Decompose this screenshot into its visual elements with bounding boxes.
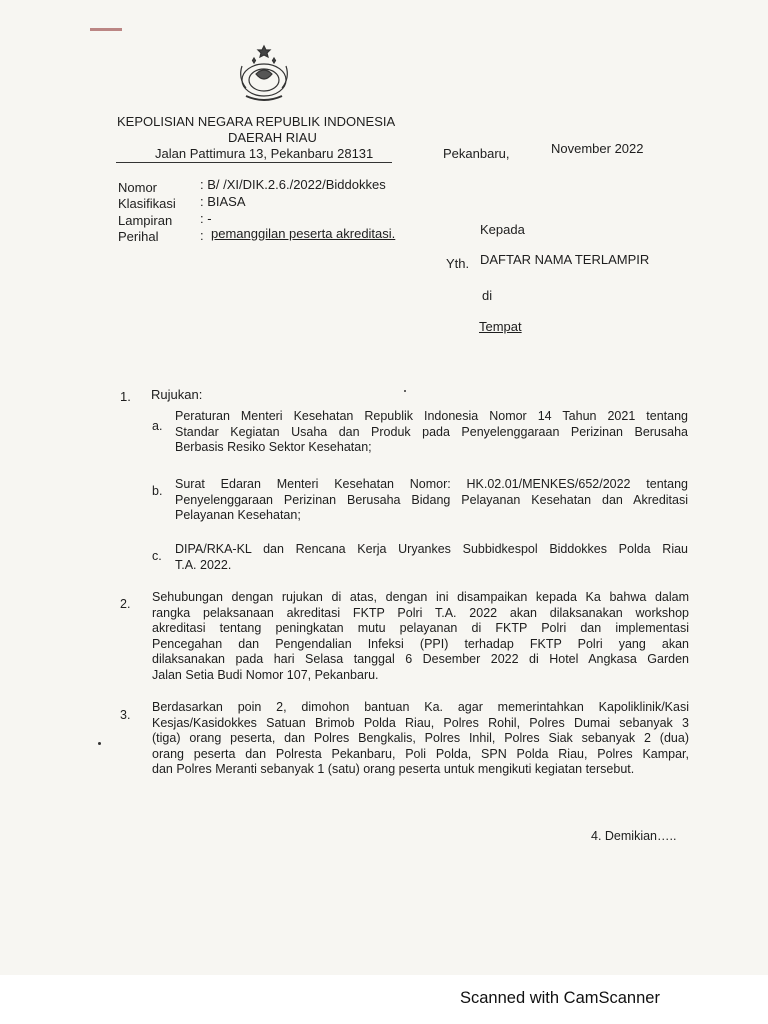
di-label: di (482, 288, 493, 303)
letter-place: Pekanbaru, (443, 146, 510, 161)
point-3-number: 3. (120, 708, 131, 722)
org-name-line2: DAERAH RIAU (228, 130, 317, 145)
police-emblem-logo (232, 44, 296, 104)
letterhead-rule (116, 162, 392, 163)
point-2-number: 2. (120, 597, 131, 611)
text-line: dilaksanakan pada hari Selasa tanggal 6 Desember 2022 di Hotel Angkasa Garden (152, 652, 689, 666)
lampiran-label: Lampiran (118, 213, 173, 228)
perihal-value: pemanggilan peserta akreditasi. (211, 226, 396, 241)
text-line: Peraturan Menteri Kesehatan Republik Indonesia Nomor 14 Tahun 2021 tentang (175, 409, 688, 423)
text-line: T.A. 2022. (175, 557, 232, 572)
recipient-name: DAFTAR NAMA TERLAMPIR (480, 252, 650, 267)
text-line: Standar Kegiatan Usaha dan Produk pada Penyelenggaraan Perizinan Berusaha (175, 424, 688, 439)
text-line: akreditasi tentang peningkatan mutu pelayanan di FKTP Polri dan implementasi (152, 621, 689, 635)
item-b-label: b. (152, 484, 163, 498)
item-a-label: a. (152, 419, 163, 433)
text-line: Surat Edaran Menteri Kesehatan Nomor: HK.02.01/MENKES/652/2022 tentang (175, 477, 688, 491)
org-name-line1: KEPOLISIAN NEGARA REPUBLIK INDONESIA (117, 114, 396, 129)
text-line: DIPA/RKA-KL dan Rencana Kerja Uryankes Subbidkespol Biddokkes Polda Riau (175, 542, 688, 556)
perihal-label: Perihal (118, 229, 159, 244)
camscanner-watermark: Scanned with CamScanner (460, 989, 660, 1007)
perihal-colon: : (200, 228, 204, 243)
text-line: Berdasarkan poin 2, dimohon bantuan Ka. agar memerintahkan Kapoliklinik/Kasi (152, 700, 689, 714)
point-1-number: 1. (120, 389, 131, 404)
text-line: rangka pelaksanaan akreditasi FKTP Polri T.A. 2022 akan dilaksanakan workshop (152, 605, 689, 620)
text-line: orang peserta dan Polresta Pekanbaru, Poli Polda, SPN Polda Riau, Polres Kampar, (152, 746, 689, 761)
lampiran-value: : - (200, 211, 212, 226)
continuation-marker: 4. Demikian….. (591, 829, 677, 843)
nomor-value: : B/ /XI/DIK.2.6./2022/Biddokkes (200, 177, 386, 192)
text-line: Sehubungan dengan rujukan di atas, dengan ini disampaikan kepada Ka bahwa dalam (152, 590, 689, 604)
item-c-label: c. (152, 549, 162, 563)
klasifikasi-label: Klasifikasi (118, 196, 176, 211)
text-line: (tiga) orang peserta, dan Polres Bengkalis, Polres Inhil, Polres Siak sebanyak 2 (dua) (152, 731, 689, 745)
text-line: Jalan Setia Budi Nomor 107, Pekanbaru. (152, 667, 379, 682)
klasifikasi-value: : BIASA (200, 194, 246, 209)
text-line: Pencegahan dan Pengendalian Infeksi (PPI) terhadap FKTP Polri yang akan (152, 636, 689, 651)
item-b-text (175, 477, 688, 524)
point-1-title: Rujukan: (151, 387, 203, 402)
org-address: Jalan Pattimura 13, Pekanbaru 28131 (155, 146, 374, 161)
text-line: dan Polres Meranti sebanyak 1 (satu) orang peserta untuk mengikuti kegiatan tersebut. (152, 762, 635, 776)
letter-date: November 2022 (551, 141, 644, 156)
text-line: Penyelenggaraan Perizinan Berusaha Bidang Pelayanan Kesehatan dan Akreditasi (175, 492, 688, 507)
item-a-text (175, 409, 688, 456)
point-2-text (152, 590, 689, 683)
nomor-label: Nomor (118, 180, 158, 195)
yth-label: Yth. (446, 256, 470, 271)
tempat-label: Tempat (479, 319, 522, 334)
text-line: Kesjas/Kasidokkes Satuan Brimob Polda Riau, Polres Rohil, Polres Dumai sebanyak 3 (152, 715, 689, 730)
text-line: Pelayanan Kesehatan; (175, 508, 301, 522)
item-c-text (175, 542, 688, 573)
scan-mark (90, 28, 122, 31)
speck (98, 742, 101, 745)
speck (404, 390, 406, 392)
kepada-label: Kepada (480, 222, 525, 237)
text-line: Berbasis Resiko Sektor Kesehatan; (175, 440, 372, 454)
point-3-text (152, 700, 689, 778)
